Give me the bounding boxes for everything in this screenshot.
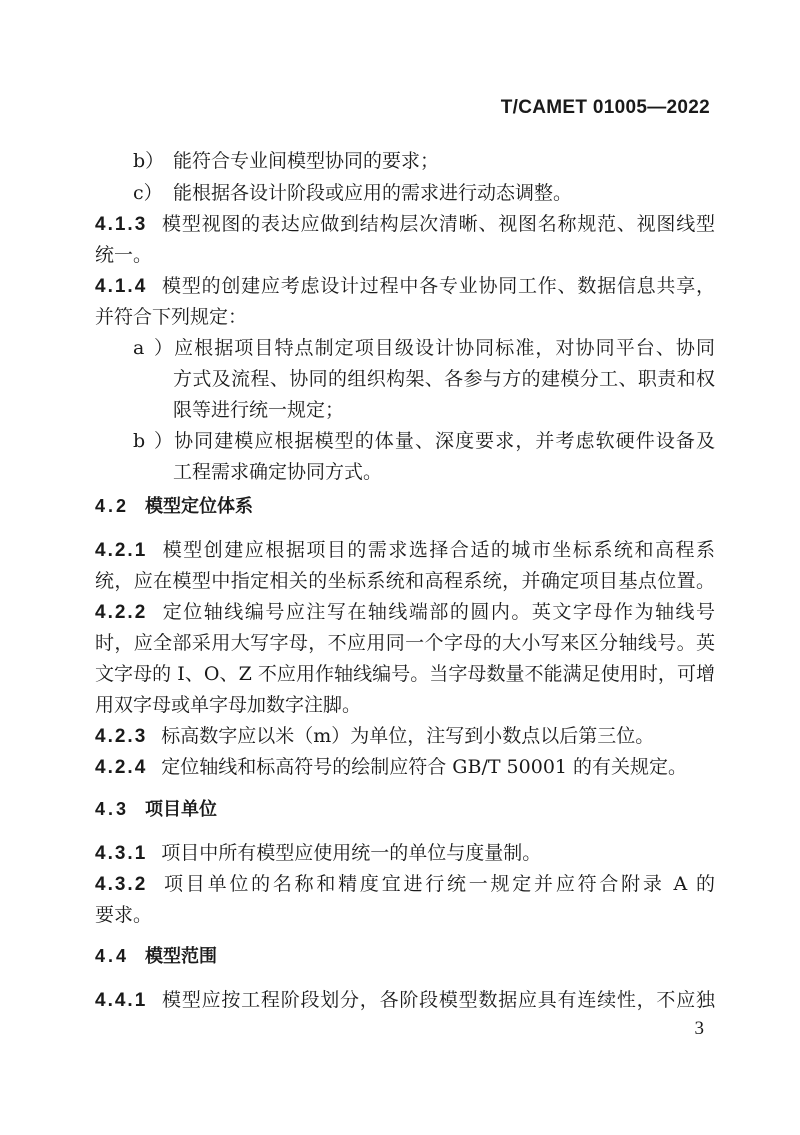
clause-number: 4.3.1 — [95, 843, 148, 864]
clause-4-2-4-line — [95, 752, 715, 783]
list-item — [133, 426, 715, 456]
clause-text: 标高数字应以米（m）为单位，注写到小数点以后第三位。 — [161, 725, 655, 747]
section-number: 4.3 — [95, 799, 130, 819]
section-title: 项目单位 — [145, 799, 218, 819]
clause-text: 模型视图的表达应做到结构层次清晰、视图名称规范、视图线型 — [161, 213, 715, 235]
section-title: 模型范围 — [145, 946, 218, 966]
list-item-cont: 工程需求确定协同方式。 — [173, 461, 383, 483]
section-heading-4-3 — [95, 794, 217, 824]
clause-4-2-3-line — [95, 721, 715, 752]
clause-number: 4.4.1 — [95, 990, 148, 1011]
section-number: 4.2 — [95, 496, 130, 516]
clause-4-1-3-line — [95, 209, 715, 240]
clause-4-3-2-line — [95, 869, 715, 900]
item-text: 能根据各设计阶段或应用的需求进行动态调整。 — [173, 182, 573, 204]
section-number: 4.4 — [95, 946, 130, 966]
item-text: 应根据项目特点制定项目级设计协同标准，对协同平台、协同 — [173, 337, 715, 359]
clause-text: 定位轴线编号应注写在轴线端部的圆内。英文字母作为轴线号 — [161, 601, 715, 623]
item-marker: b） — [133, 430, 173, 452]
clause-number: 4.2.3 — [95, 726, 148, 747]
item-marker: a） — [133, 337, 173, 359]
clause-text: 模型的创建应考虑设计过程中各专业协同工作、数据信息共享， — [161, 275, 715, 297]
list-item-cont: 限等进行统一规定； — [173, 399, 345, 421]
item-text: 能符合专业间模型协同的要求； — [173, 150, 440, 172]
clause-text: 模型应按工程阶段划分，各阶段模型数据应具有连续性，不应独 — [161, 989, 715, 1011]
item-text: 协同建模应根据模型的体量、深度要求，并考虑软硬件设备及 — [173, 430, 715, 452]
clause-4-3-1-line — [95, 838, 715, 869]
item-marker: c） — [133, 182, 163, 204]
clause-text: 项目中所有模型应使用统一的单位与度量制。 — [161, 842, 542, 864]
clause-number: 4.1.4 — [95, 276, 148, 297]
clause-4-2-2-cont: 用双字母或单字母加数字注脚。 — [95, 694, 362, 716]
clause-number: 4.2.4 — [95, 757, 148, 778]
section-heading-4-2 — [95, 491, 253, 521]
clause-4-1-4-line — [95, 271, 715, 302]
clause-number: 4.2.1 — [95, 540, 148, 561]
list-item — [133, 178, 753, 208]
clause-number: 4.1.3 — [95, 214, 148, 235]
clause-number: 4.3.2 — [95, 874, 148, 895]
clause-4-1-4-cont: 并符合下列规定： — [95, 306, 248, 328]
clause-4-2-1-line — [95, 535, 715, 566]
page-number: 3 — [694, 1018, 704, 1039]
clause-text: 模型创建应根据项目的需求选择合适的城市坐标系统和高程系 — [161, 539, 715, 561]
list-item — [133, 146, 753, 176]
clause-text: 项目单位的名称和精度宜进行统一规定并应符合附录 A 的 — [161, 873, 715, 895]
clause-text: 定位轴线和标高符号的绘制应符合 GB/T 50001 的有关规定。 — [161, 756, 688, 778]
list-item — [133, 333, 715, 363]
clause-number: 4.2.2 — [95, 602, 148, 623]
section-title: 模型定位体系 — [145, 496, 254, 516]
clause-4-2-2-line — [95, 597, 715, 628]
section-heading-4-4 — [95, 941, 217, 971]
page-header: T/CAMET 01005—2022 — [500, 97, 710, 118]
clause-4-2-1-cont: 统，应在模型中指定相关的坐标系统和高程系统，并确定项目基点位置。 — [95, 570, 715, 592]
item-marker: b） — [133, 150, 165, 172]
list-item-cont: 方式及流程、协同的组织构架、各参与方的建模分工、职责和权 — [173, 368, 715, 390]
clause-4-2-2-cont: 时，应全部采用大写字母，不应用同一个字母的大小写来区分轴线号。英 — [95, 632, 715, 654]
clause-4-1-3-cont: 统一。 — [95, 244, 153, 266]
clause-4-4-1-line — [95, 985, 715, 1016]
clause-4-2-2-cont: 文字母的 I、O、Z 不应用作轴线编号。当字母数量不能满足使用时，可增 — [95, 663, 715, 685]
clause-4-3-2-cont: 要求。 — [95, 904, 153, 926]
